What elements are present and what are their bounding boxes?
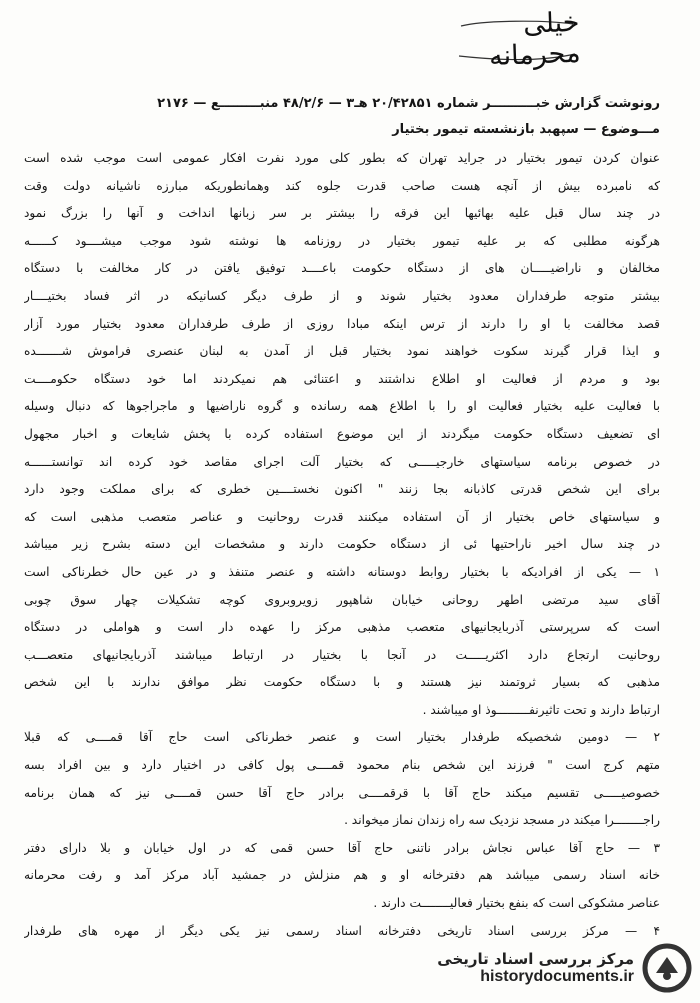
watermark-url: historydocuments.ir [480,968,634,985]
body-line: ۱ — یکی از افرادیکه با بختیار روابط دوستانه داشته و عنصر متنفذ و در عین حال خطرناکی است [24,564,660,579]
body-line: ارتباط دارند و تحت تاثیرنفـــــــــوذ او میباشند . [422,702,660,717]
body-line: خصوصیـــــی تقسیم میکند حاج آقا با قرقمــــی برادر حاج آقا حسن قمــــی نیز که همان برنامه [24,785,660,800]
body-line: متهم کرج است " فرزند این شخص بنام محمود قمــــی پول کافی در اختیار دارد و بین افراد بسه [24,758,660,773]
body-line: که نامبرده بیش از آنچه هست صاحب قدرت جلوه کند وهمانطوریکه مبارزه ناشیانه دولت وقت [24,178,660,193]
body-line: ۴ — مرکز بررسی اسناد تاریخی دفترخانه اسناد رسمی نیز یکی دیگر از مهره های طرفدار [24,923,660,938]
body-line: و سیاستهای خاص بختیار از آن استفاده میکنند قدرت روحانیت و عناصر متعصب مذهبی است که [24,509,660,524]
classification-stamp [455,6,582,72]
body-line: در چند سال قبل علیه بهائیها این فرقه را بیشتر بر سر زبانها انداخت و آنها را بزرگ نمود [24,206,660,221]
report-subject: مـــوضوع — سپهبد بازنشسته تیمور بختیار [392,122,660,137]
body-line: برای این شخص قدرتی کاذبانه بجا زنند " اکنون نخستــــین خطری که برای مملکت وجود دارد [24,482,660,497]
body-line: مذهبی که بسیار ثروتمند نیز هستند و با دستگاه حکومت نظر موافق ندارند با این شخص [24,675,660,690]
body-line: عنوان کردن تیمور بختیار در جراید تهران که بطور کلی مورد نفرت افکار عمومی است موجب شده است [24,151,660,165]
body-line: ۲ — دومین شخصیکه طرفدار بختیار است و عنصر خطرناکی است حاج آقا قمــــی که قبلا [24,730,660,745]
archive-logo-icon [642,943,692,993]
report-body [24,145,660,945]
body-line: مخالفان و ناراضیـــــان های از دستگاه حکومت باعــــد توفیق یافتن در کار مخالفت با دستگاه [24,261,660,276]
body-line: هرگونه مطلبی که بر علیه تیمور بختیار در روزنامه ها نوشته شود موجب میشــــود کــــــه [24,233,660,248]
body-line: در خصوص برنامه سیاستهای خارجیـــــی که بختیار آلت اجرای مقاصد خود کرده اند توانستــــــه [24,454,660,469]
classification-label: خیلی محرمانه [488,6,582,72]
body-line: در چند سال اخیر ناراحتیها ئی از دستگاه حکومت دارند و مشخصات این دسته بشرح زیر میباشد [24,537,660,552]
watermark-fa-text: مرکز بررسی اسناد تاریخی [437,950,634,968]
report-reference: رونوشت گزارش خبــــــــــر شماره ۲۰/۴۲۸۵۱ هـ۳ — ۴۸/۲/۶ منبـــــــــع — ۲۱۷۶ [157,96,660,111]
body-line: روحانیت ارتجاع دارد اکثریـــــت در آنجا با بختیار در ارتباط میباشند آذربایجانیهای متعصـــب [24,647,660,662]
body-line: ۳ — حاج آقا عباس نجاش برادر ناتنی حاج آقا حسن قمی که در اول خیابان و بلا دارای دفتر [24,840,660,855]
body-line: بیشتر متوجه طرفداران معدود بختیار شوند و از طرف دیگر کسانیکه در اثر فساد بختیــــار [24,288,660,303]
body-line: ای تضعیف دستگاه حکومت میگردند از این موضوع استفاده کرده با پخش شایعات و اخبار مجهول [24,426,660,441]
body-line: با فعالیت علیه بختیار فعالیت او را با اطلاع همه رسانده و گروه ناراضیها و ماجراجوها که دنبال وسیله [24,399,660,414]
body-line: راجــــــــرا میکند در مسجد نزدیک سه راه زندان نماز میخواند . [344,813,660,828]
body-line: بود و مردم از فعالیت او اطلاع نداشتند و اعتنائی هم نمیکردند اما خود دستگاه حکومــــت [24,371,660,386]
archive-watermark [437,943,692,993]
body-line: و ایذا قرار گیرند سکوت خواهند نمود بختیار قبل از آمدن به لبنان عنصری فراموش شـــــــده [24,344,660,359]
body-line: قصد مخالفت با او را دارند از ترس اینکه مبادا روزی از طرف طرفداران معدود بختیار مورد آزار [24,316,660,331]
body-line: آقای سید مرتضی اطهر روحانی خیابان شاهپور زویروبروی کوچه تشکیلات چهار سوق چوبی [24,592,660,607]
body-line: خانه اسناد رسمی میباشد هم دفترخانه او و هم منزلش در جمشید آباد مرکز آمد و رفت محرمانه [24,868,660,883]
body-line: است که سرپرستی آذربایجانیهای متعصب مذهبی مرکز را عهده دار است و هواملی در دستگاه [24,620,660,635]
body-line: عناصر مشکوکی است که بنفع بختیار فعالیــــــــت دارند . [373,896,660,911]
